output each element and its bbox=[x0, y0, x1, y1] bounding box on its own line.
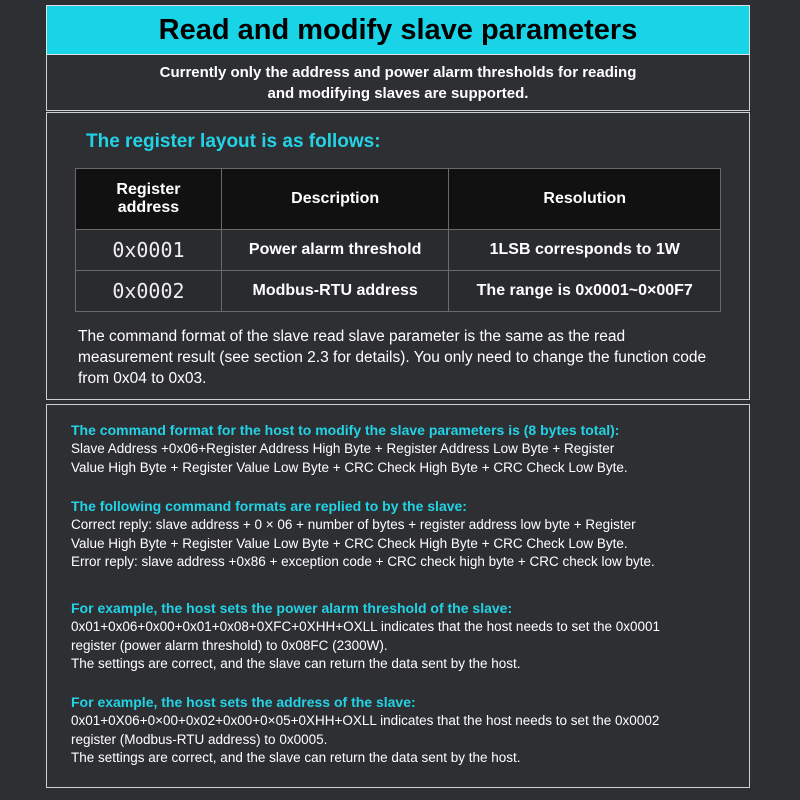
table-row bbox=[76, 230, 721, 271]
table-header-row bbox=[76, 169, 721, 230]
section-line: register (power alarm threshold) to 0x08FC (2300W). bbox=[71, 637, 388, 653]
section-slave-reply-format bbox=[71, 497, 741, 572]
intro-line-1: Currently only the address and power alarm thresholds for reading bbox=[159, 64, 637, 81]
description-cell: Power alarm threshold bbox=[221, 230, 449, 271]
section-line: The settings are correct, and the slave can return the data sent by the host. bbox=[71, 750, 521, 765]
section-line: register (Modbus-RTU address) to 0x0005. bbox=[71, 731, 328, 747]
section-heading: For example, the host sets the address of the slave: bbox=[71, 694, 416, 710]
page-title: Read and modify slave parameters bbox=[158, 13, 638, 46]
register-table bbox=[75, 168, 721, 312]
section-line: Value High Byte + Register Value Low Byte + CRC Check High Byte + CRC Check Low Byte. bbox=[71, 535, 628, 551]
section-heading: For example, the host sets the power alarm threshold of the slave: bbox=[71, 600, 513, 616]
intro-text bbox=[46, 58, 750, 110]
section-line: Slave Address +0x06+Register Address High Byte + Register Address Low Byte + Register bbox=[71, 441, 615, 456]
section-heading: The command format for the host to modify the slave parameters is (8 bytes total): bbox=[71, 422, 620, 438]
section-line: Correct reply: slave address + 0 × 06 + number of bytes + register address low byte + Register bbox=[71, 517, 636, 532]
section-line: 0x01+0x06+0x00+0x01+0x08+0XFC+0XHH+OXLL indicates that the host needs to set the 0x0001 bbox=[71, 619, 661, 634]
table-row bbox=[76, 271, 721, 312]
description-cell: Modbus-RTU address bbox=[221, 271, 449, 312]
section-line: Error reply: slave address +0x86 + exception code + CRC check high byte + CRC check low byte. bbox=[71, 554, 655, 569]
resolution-cell: 1LSB corresponds to 1W bbox=[449, 230, 721, 271]
section-example-power-threshold bbox=[71, 599, 741, 674]
column-header-resolution: Resolution bbox=[449, 169, 721, 230]
section-host-modify-format bbox=[71, 421, 741, 477]
intro-line-2: and modifying slaves are supported. bbox=[267, 85, 529, 102]
column-header-description: Description bbox=[221, 169, 449, 230]
title-banner bbox=[46, 5, 750, 55]
section-heading: The following command formats are replied to by the slave: bbox=[71, 498, 467, 514]
section-line: Value High Byte + Register Value Low Byte + CRC Check High Byte + CRC Check Low Byte. bbox=[71, 459, 628, 475]
read-command-note: The command format of the slave read slave parameter is the same as the read measurement result (see section 2.3 for details). You only need to change the function code from 0x04 to 0x03. bbox=[78, 328, 707, 387]
section-line: 0x01+0X06+0×00+0x02+0x00+0×05+0XHH+OXLL indicates that the host needs to set the 0x0002 bbox=[71, 713, 660, 728]
resolution-cell: The range is 0x0001~0×00F7 bbox=[449, 271, 721, 312]
register-layout-heading: The register layout is as follows: bbox=[86, 131, 381, 152]
section-line: The settings are correct, and the slave can return the data sent by the host. bbox=[71, 656, 521, 671]
register-address-cell: 0x0001 bbox=[76, 230, 222, 271]
column-header-register-address: Register address bbox=[76, 169, 222, 230]
section-example-slave-address bbox=[71, 693, 741, 768]
register-address-cell: 0x0002 bbox=[76, 271, 222, 312]
